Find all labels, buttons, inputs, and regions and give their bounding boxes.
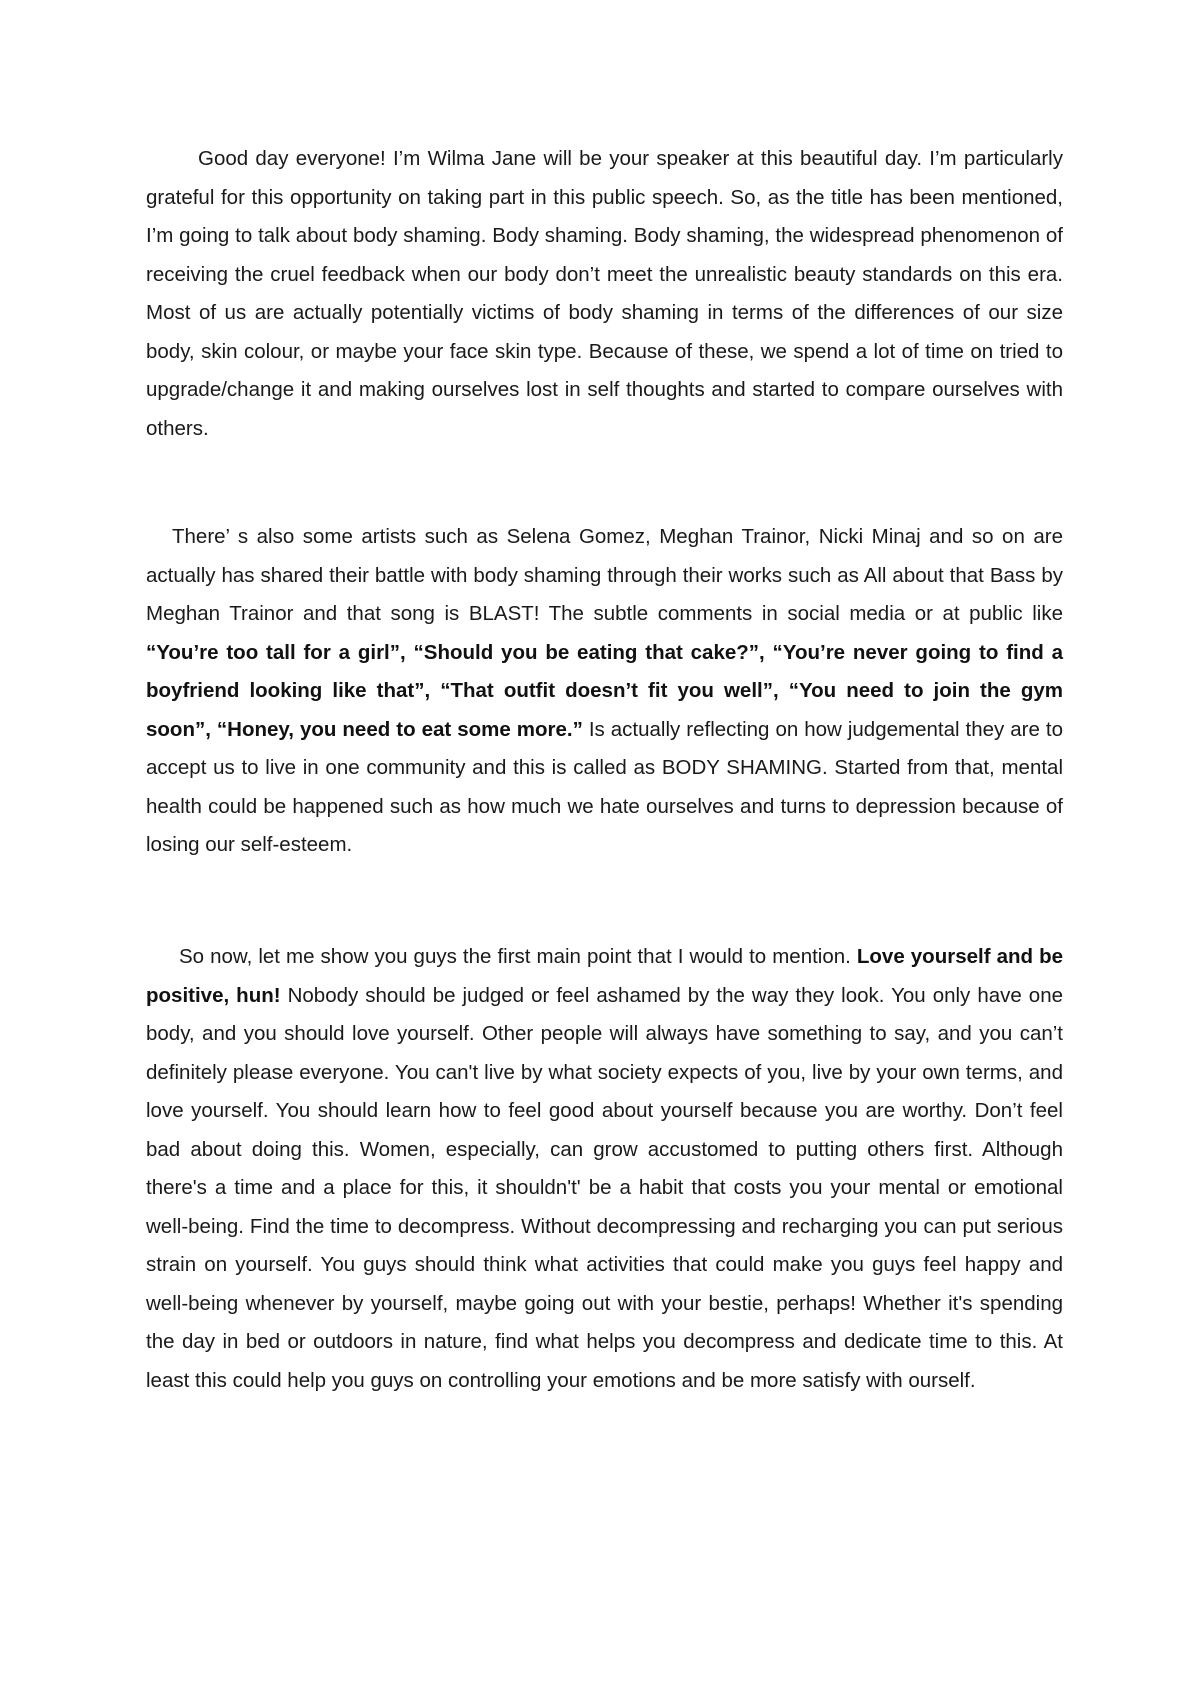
paragraph-artists-rest: Is actually reflecting on how judgemental they are to accept us to live in one community and this is called as BODY SHAMING. Started from that, mental health could be happened such as how much we hate ourselves and turns to depression because of losing our self-esteem.	[146, 717, 1063, 856]
paragraph-introduction: Good day everyone! I’m Wilma Jane will be your speaker at this beautiful day. I’m particularly grateful for this opportunity on taking part in this public speech. So, as the title has been mentioned, I’m going to talk about body shaming. Body shaming. Body shaming, the widespread phenomenon of receiving the cruel feedback when our body don’t meet the unrealistic beauty standards on this era. Most of us are actually potentially victims of body shaming in terms of the differences of our size body, skin colour, or maybe your face skin type. Because of these, we spend a lot of time on tried to upgrade/change it and making ourselves lost in self thoughts and started to compare ourselves with others.	[146, 147, 1063, 440]
paragraph-artists	[146, 518, 1063, 865]
main-point-highlight: Love yourself and be positive, hun!	[146, 945, 1063, 1007]
paragraph-artists-intro: There’ s also some artists such as Selena Gomez, Meghan Trainor, Nicki Minaj and so on are actually has shared their battle with body shaming through their works such as All about that Bass by Meghan Trainor and that song is BLAST! The subtle comments in social media or at public like	[146, 525, 1063, 625]
body-shaming-quotes: “You’re too tall for a girl”, “Should you be eating that cake?”, “You’re never going to find a boyfriend looking like that”, “That outfit doesn’t fit you well”, “You need to join the gym soon”, “Honey, you need to eat some more.”	[146, 640, 1063, 741]
paragraph-main-point-rest: Nobody should be judged or feel ashamed by the way they look. You only have one body, and you should love yourself. Other people will always have something to say, and you can’t definitely please everyone. You can't live by what society expects of you, live by your own terms, and love yourself. You should learn how to feel good about yourself because you are worthy. Don’t feel bad about doing this. Women, especially, can grow accustomed to putting others first. Although there's a time and a place for this, it shouldn't' be a habit that costs you your mental or emotional well-being. Find the time to decompress. Without decompressing and recharging you can put serious strain on yourself. You guys should think what activities that could make you guys feel happy and well-being whenever by yourself, maybe going out with your bestie, perhaps! Whether it's spending the day in bed or outdoors in nature, find what helps you decompress and dedicate time to this. At least this could help you guys on controlling your emotions and be more satisfy with ourself.	[146, 983, 1063, 1392]
paragraph-main-point-intro: So now, let me show you guys the first main point that I would to mention.	[179, 945, 857, 968]
paragraph-main-point	[146, 938, 1063, 1400]
